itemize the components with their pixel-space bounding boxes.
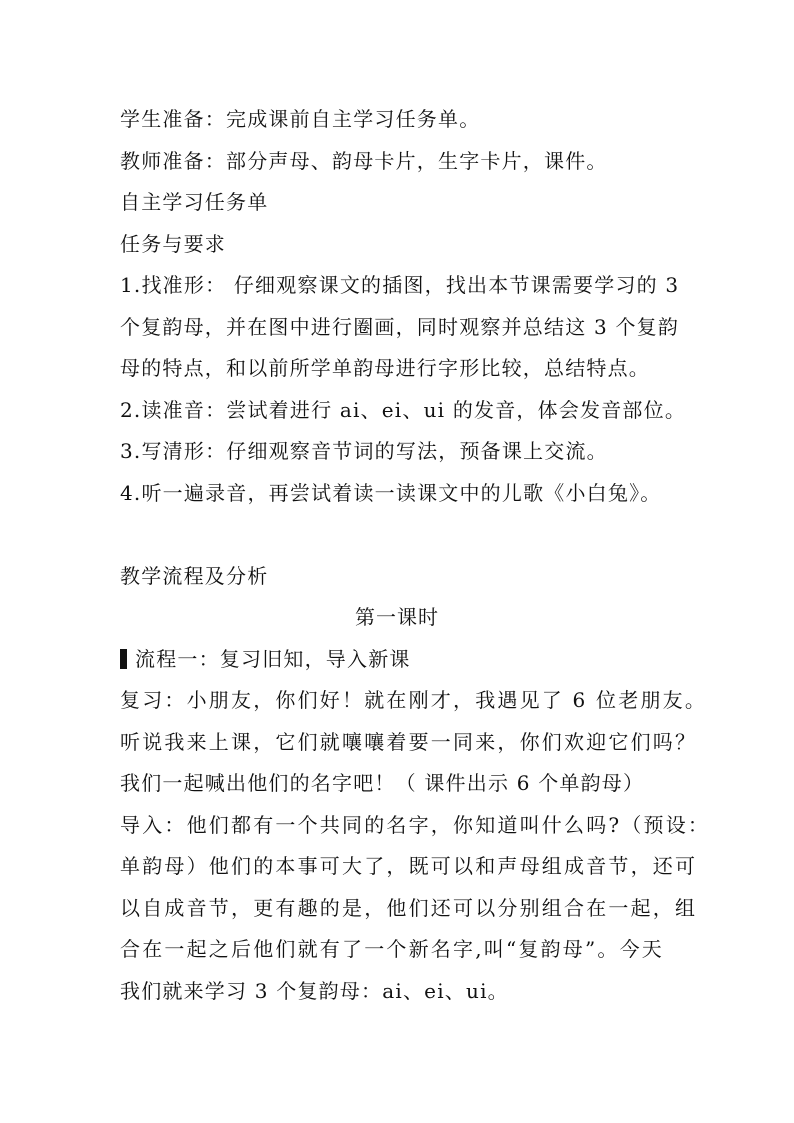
process-one-heading-text: 流程一：复习旧知，导入新课: [135, 647, 411, 671]
intro-line-1: 导入：他们都有一个共同的名字，你知道叫什么吗?（预设：: [120, 813, 711, 837]
student-prep-line: 学生准备：完成课前自主学习任务单。: [120, 107, 481, 131]
task-1-line-2: 个复韵母，并在图中进行圈画，同时观察并总结这 3 个复韵: [120, 315, 680, 339]
intro-line-5: 我们就来学习 3 个复韵母：ai、ei、ui。: [120, 979, 509, 1003]
process-one-heading: [120, 646, 720, 672]
intro-line-4: 合在一起之后他们就有了一个新名字,叫“复韵母”。今天: [120, 937, 665, 961]
task-2-line: 2.读准音：尝试着进行 ai、ei、ui 的发音，体会发音部位。: [120, 398, 687, 422]
bullet-bar-icon: [120, 649, 127, 669]
review-line-2: 听说我来上课，它们就嚷嚷着要一同来，你们欢迎它们吗？: [120, 730, 698, 754]
task-4-line: 4.听一遍录音，再尝试着读一读课文中的儿歌《小白兔》。: [120, 481, 662, 505]
review-line-3: 我们一起喊出他们的名字吧！（ 课件出示 6 个单韵母）: [120, 771, 645, 795]
lesson-title: 第一课时: [355, 605, 439, 629]
review-line-1: 复习：小朋友，你们好！就在刚才，我遇见了 6 位老朋友。: [120, 688, 708, 712]
task-requirements-heading: 任务与要求: [120, 232, 226, 256]
task-1-line-1: 1.找准形： 仔细观察课文的插图，找出本节课需要学习的 3: [120, 273, 680, 297]
task-3-line: 3.写清形：仔细观察音节词的写法，预备课上交流。: [120, 439, 608, 463]
teaching-process-heading: 教学流程及分析: [120, 564, 269, 588]
task-sheet-heading: 自主学习任务单: [120, 190, 269, 214]
intro-line-3: 以自成音节，更有趣的是，他们还可以分别组合在一起，组: [120, 896, 698, 920]
task-1-line-3: 母的特点，和以前所学单韵母进行字形比较，总结特点。: [120, 356, 650, 380]
teacher-prep-line: 教师准备：部分声母、韵母卡片，生字卡片，课件。: [120, 149, 608, 173]
intro-line-2: 单韵母）他们的本事可大了，既可以和声母组成音节，还可: [120, 854, 698, 878]
